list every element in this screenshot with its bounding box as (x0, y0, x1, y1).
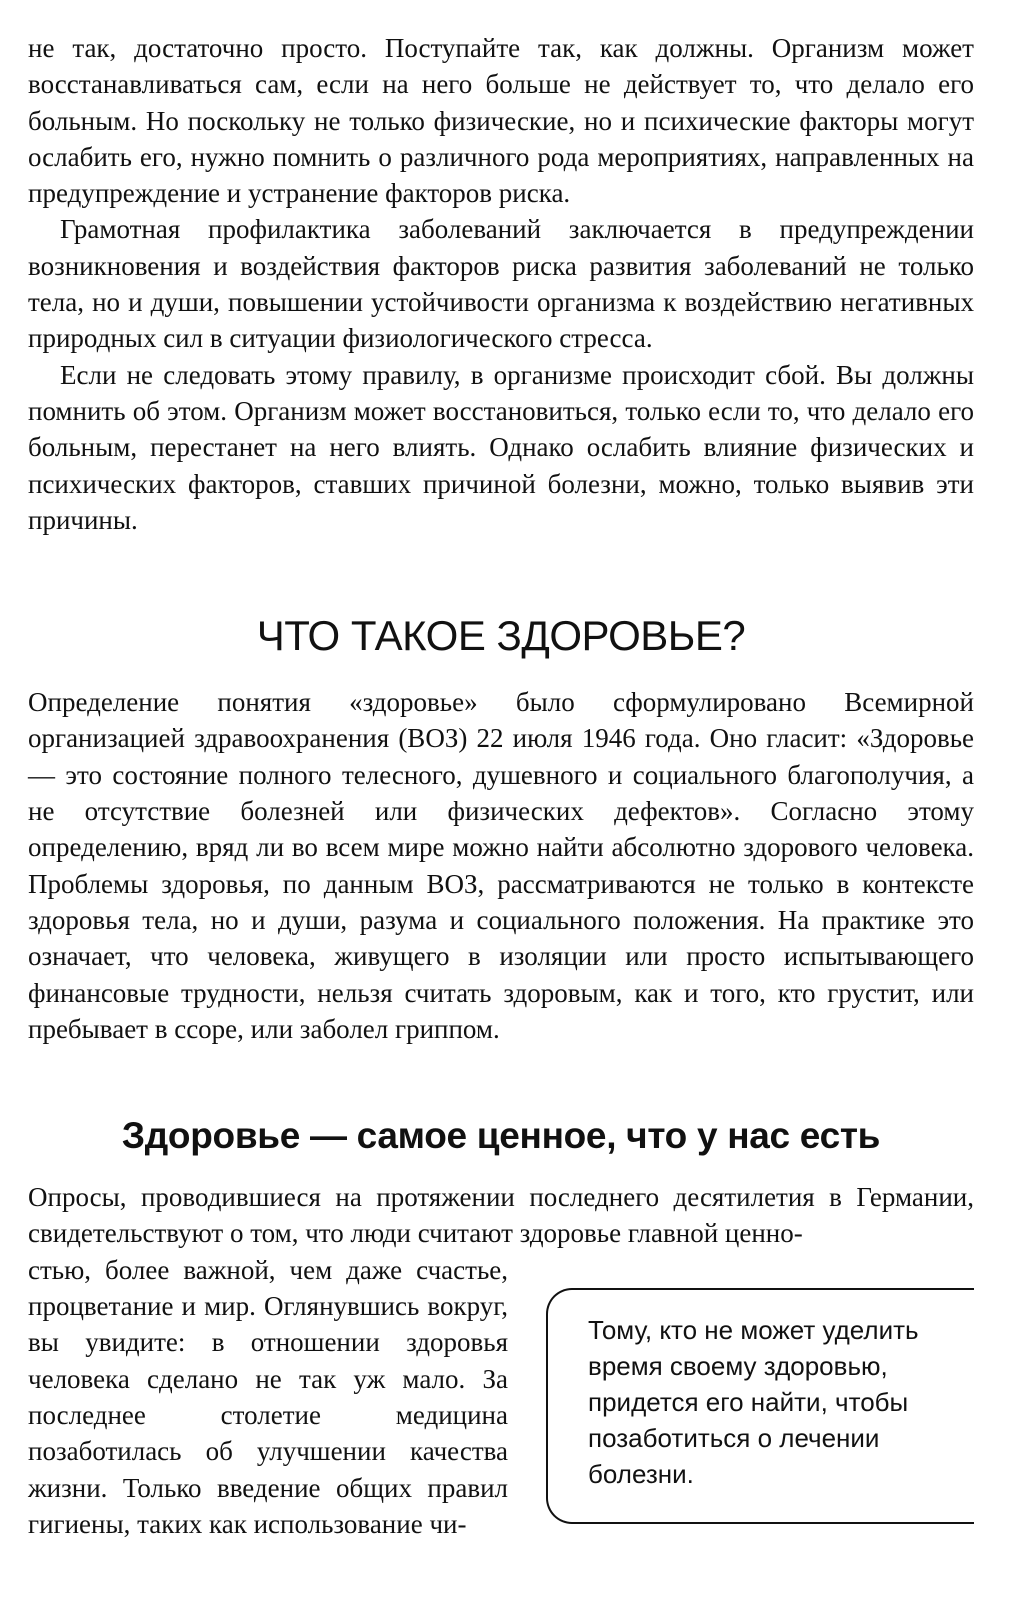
page-content (28, 30, 974, 1542)
section-paragraph: Определение понятия «здоровье» было сформулировано Всемирной организацией здравоохранения (ВОЗ) 22 июля 1946 года. Оно гласит: «Здоровье — это состояние полного телесного, душевного и социального благополучия, а не отсутствие болезней или физических дефектов». Согласно этому определению, вряд ли во всем мире можно найти абсолютно здорового человека. Проблемы здоровья, по данным ВОЗ, рассматриваются не только в контексте здоровья тела, но и души, разума и социального положения. На практике это означает, что человека, живущего в изоляции или просто испытывающего финансовые трудности, нельзя считать здоровым, как и того, кто грустит, или пребывает в ссоре, или заболел гриппом. (28, 687, 974, 1044)
callout-box (546, 1288, 974, 1524)
body-paragraph: Если не следовать этому правилу, в организме происходит сбой. Вы должны помнить об этом. Организм может восстановиться, только если то, что делало его больным, перестанет на него влиять. Однако ослабить влияние физических и психических факторов, ставших причиной болезни, можно, только выявив эти причины. (28, 359, 974, 535)
text-with-callout (28, 1252, 974, 1542)
body-paragraph: не так, достаточно просто. Поступайте так, как должны. Организм может восстанавливаться сам, если на него больше не действует то, что делало его больным. Но поскольку не только физические, но и психические факторы могут ослабить его, нужно помнить о различного рода мероприятиях, направленных на предупреждение и устранение факторов риска. (28, 33, 974, 209)
callout-text: Тому, кто не может уделить время своему здоровью, придется его найти, чтобы позаботиться о лечении болезни. (588, 1314, 919, 1489)
subsection-heading: Здоровье — самое ценное, что у нас есть (121, 1115, 881, 1157)
subsection-paragraph: Опросы, проводившиеся на протяжении последнего десятилетия в Германии, свидетельствуют о том, что люди считают здоровье главной ценно- (28, 1182, 974, 1249)
body-paragraph: Грамотная профилактика заболеваний заключается в предупреждении возникновения и воздействия факторов риска развития заболеваний не только тела, но и души, повышении устойчивости организма к воздействию негативных природных сил в ситуации физиологического стресса. (28, 214, 974, 354)
column-paragraph: стью, более важной, чем даже счастье, процветание и мир. Оглянувшись вокруг, вы увидите: в отношении здоровья человека сделано не так уж мало. За последнее столетие медицина позаботилась об улучшении качества жизни. Только введение общих правил гигиены, таких как использование чи- (28, 1254, 508, 1539)
section-heading: ЧТО ТАКОЕ ЗДОРОВЬЕ? (256, 612, 746, 660)
